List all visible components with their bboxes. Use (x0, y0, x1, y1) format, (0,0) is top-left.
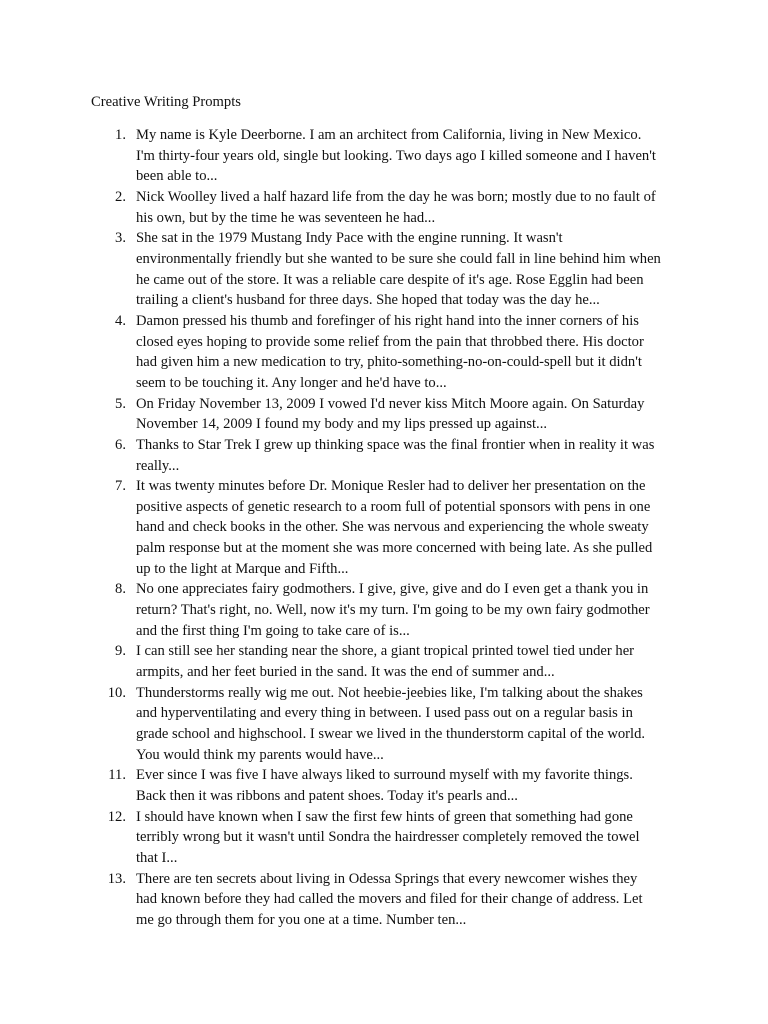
prompt-item (0, 187, 768, 228)
prompt-text (136, 765, 676, 806)
prompt-number: 2. (115, 188, 126, 205)
prompt-text-line: and the first thing I'm going to take care of is... (136, 622, 410, 639)
prompt-text-line: return? That's right, no. Well, now it's my turn. I'm going to be my own fairy godmother (136, 602, 650, 619)
prompt-text (136, 641, 676, 682)
prompt-text-line: been able to... (136, 168, 218, 185)
prompt-list (0, 125, 768, 931)
prompt-text-line: There are ten secrets about living in Odessa Springs that every newcomer wishes they (136, 870, 638, 887)
prompt-text (136, 869, 676, 931)
prompt-text-line: You would think my parents would have... (136, 746, 384, 763)
prompt-item (0, 869, 768, 931)
prompt-number: 4. (115, 312, 126, 329)
prompt-text-line: really... (136, 457, 180, 474)
prompt-number: 6. (115, 436, 126, 453)
prompt-text-line: he came out of the store. It was a reliable care despite of it's age. Rose Egglin had been (136, 271, 644, 288)
prompt-text (136, 476, 676, 579)
prompt-number: 5. (115, 395, 126, 412)
prompt-text (136, 807, 676, 869)
prompt-text-line: up to the light at Marque and Fifth... (136, 560, 349, 577)
prompt-text-line: terribly wrong but it wasn't until Sondra the hairdresser completely removed the towel (136, 829, 640, 846)
prompt-number: 13. (107, 870, 126, 887)
prompt-number: 9. (115, 643, 126, 660)
prompt-text-line: armpits, and her feet buried in the sand. It was the end of summer and... (136, 664, 555, 681)
prompt-text-line: environmentally friendly but she wanted to be sure she could fall in line behind him when (136, 250, 661, 267)
prompt-text-line: grade school and highschool. I swear we lived in the thunderstorm capital of the world. (136, 726, 646, 743)
prompt-number: 3. (115, 230, 126, 247)
prompt-text-line: It was twenty minutes before Dr. Monique Resler had to deliver her presentation on the (136, 478, 646, 495)
prompt-number: 1. (115, 127, 126, 143)
prompt-text-line: seem to be touching it. Any longer and he'd have to... (136, 374, 447, 391)
prompt-item (0, 476, 768, 579)
prompt-number: 7. (115, 478, 126, 495)
prompt-text (136, 125, 676, 187)
prompt-text-line: closed eyes hoping to provide some relief from the pain that throbbed there. His doctor (136, 333, 644, 350)
prompt-item (0, 765, 768, 806)
prompt-item (0, 228, 768, 311)
prompt-item (0, 641, 768, 682)
prompt-text-line: his own, but by the time he was seventeen he had... (136, 209, 436, 226)
prompt-text-line: On Friday November 13, 2009 I vowed I'd never kiss Mitch Moore again. On Saturday (136, 395, 645, 412)
prompt-text-line: hand and check books in the other. She was nervous and experiencing the whole sweaty (136, 519, 649, 536)
prompt-item (0, 807, 768, 869)
prompt-text (136, 683, 676, 766)
prompt-text-line: Thanks to Star Trek I grew up thinking space was the final frontier when in reality it was (136, 436, 655, 453)
prompt-text-line: I'm thirty-four years old, single but looking. Two days ago I killed someone and I haven't (136, 147, 656, 164)
prompt-text-line: had known before they had called the movers and filed for their change of address. Let (136, 891, 643, 908)
prompt-text-line: No one appreciates fairy godmothers. I give, give, give and do I even get a thank you in (136, 581, 649, 598)
prompt-text (136, 228, 676, 311)
prompt-text-line: Back then it was ribbons and patent shoes. Today it's pearls and... (136, 788, 518, 804)
prompt-text-line: trailing a client's husband for three days. She hoped that today was the day he... (136, 292, 600, 309)
prompt-text-line: positive aspects of genetic research to a room full of potential sponsors with pens in one (136, 498, 651, 515)
prompt-text-line: me go through them for you one at a time. Number ten... (136, 911, 467, 928)
prompt-text (136, 394, 676, 435)
prompt-text-line: Nick Woolley lived a half hazard life from the day he was born; mostly due to no fault of (136, 188, 656, 205)
prompt-number: 12. (107, 808, 126, 825)
prompt-text-line: I can still see her standing near the shore, a giant tropical printed towel tied under her (136, 643, 635, 660)
prompt-text (136, 579, 676, 641)
document-title: Creative Writing Prompts (91, 94, 241, 110)
prompt-text-line: and hyperventilating and every thing in between. I used pass out on a regular basis in (136, 705, 633, 722)
prompt-item (0, 683, 768, 766)
prompt-text-line: palm response but at the moment she was more concerned with being late. As she pulled (136, 540, 653, 557)
prompt-item (0, 394, 768, 435)
prompt-text (136, 187, 676, 228)
prompt-text-line: I should have known when I saw the first few hints of green that something had gone (136, 808, 633, 825)
prompt-text-line: had given him a new medication to try, phito-something-no-on-could-spell but it didn't (136, 354, 642, 371)
prompt-text (136, 311, 676, 394)
prompt-text-line: Damon pressed his thumb and forefinger of his right hand into the inner corners of his (136, 312, 639, 329)
prompt-text-line: She sat in the 1979 Mustang Indy Pace with the engine running. It wasn't (136, 230, 563, 247)
prompt-text-line: that I... (136, 849, 178, 866)
prompt-item (0, 311, 768, 394)
prompt-number: 10. (107, 684, 126, 701)
prompt-text (136, 435, 676, 476)
prompt-item (0, 125, 768, 187)
prompt-number: 8. (115, 581, 126, 598)
prompt-item (0, 435, 768, 476)
prompt-number: 11. (108, 767, 126, 784)
prompt-text-line: My name is Kyle Deerborne. I am an architect from California, living in New Mexico. (136, 127, 642, 143)
prompt-item (0, 579, 768, 641)
prompt-text-line: Ever since I was five I have always liked to surround myself with my favorite things. (136, 767, 633, 784)
prompt-text-line: Thunderstorms really wig me out. Not heebie-jeebies like, I'm talking about the shakes (136, 684, 643, 701)
prompt-text-line: November 14, 2009 I found my body and my lips pressed up against... (136, 416, 547, 433)
